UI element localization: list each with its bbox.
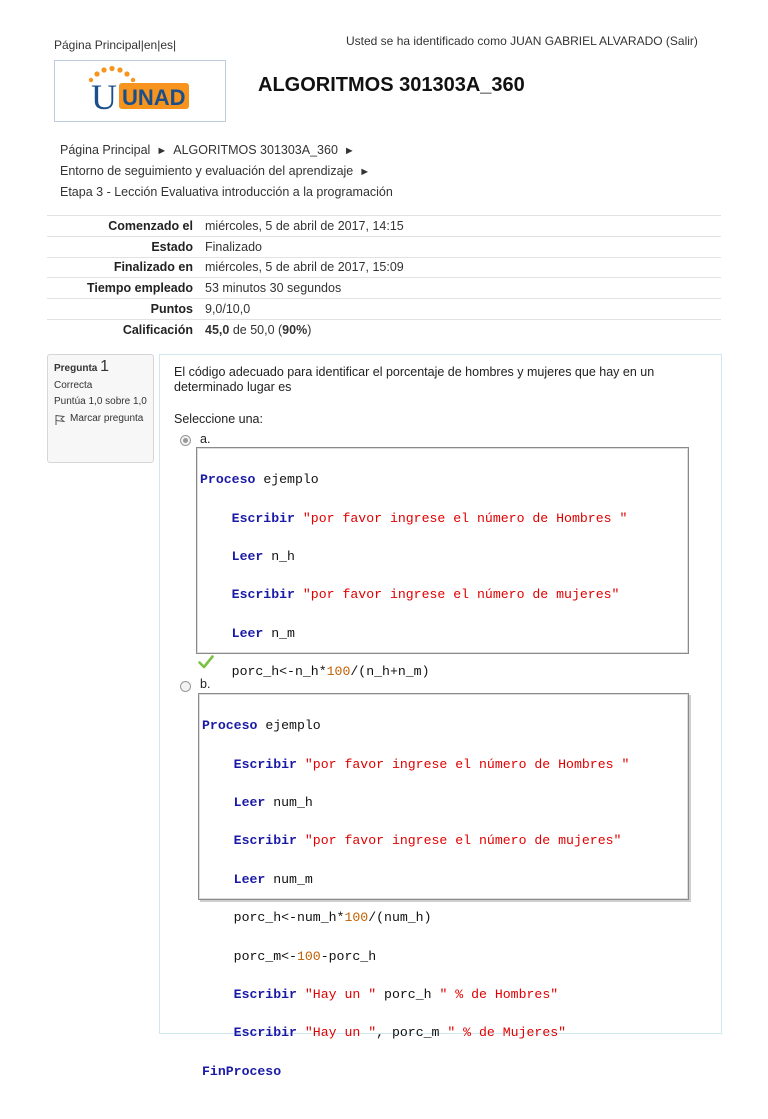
- flag-question-button[interactable]: [54, 413, 147, 426]
- summary-label: Comenzado el: [108, 218, 193, 233]
- code-line: Escribir "Hay un ", porc_m " % de Mujeres": [233, 1025, 567, 1041]
- lang-separator: |: [140, 38, 144, 52]
- code-line: Leer n_h: [231, 549, 295, 565]
- logo-letter-u: U: [91, 77, 117, 117]
- select-prompt: Seleccione una:: [174, 412, 263, 426]
- question-content: [159, 354, 722, 1079]
- summary-value: miércoles, 5 de abril de 2017, 14:15: [205, 218, 404, 233]
- summary-row: [47, 237, 721, 258]
- correct-check-icon: [198, 655, 214, 669]
- breadcrumb-item[interactable]: ALGORITMOS 301303A_360: [173, 143, 338, 157]
- summary-label: Finalizado en: [113, 260, 193, 275]
- lang-separator: |: [173, 38, 177, 52]
- home-link[interactable]: Página Principal: [54, 38, 141, 52]
- code-line: Escribir "Hay un " porc_h " % de Hombres": [233, 987, 559, 1003]
- code-line: porc_h<-num_h*100/(num_h): [233, 910, 432, 926]
- grade-score: 45,0: [205, 323, 230, 338]
- lang-en-link[interactable]: en: [143, 38, 158, 52]
- lang-separator: |: [157, 38, 161, 52]
- question-info: [47, 354, 154, 463]
- code-line: Leer num_m: [233, 871, 313, 887]
- summary-row: [47, 299, 721, 320]
- breadcrumb-separator: ►: [156, 145, 168, 157]
- breadcrumb-separator: ►: [359, 166, 371, 178]
- code-line: Escribir "por favor ingrese el número de mujeres": [233, 833, 622, 849]
- lang-es-link[interactable]: es: [160, 38, 174, 52]
- code-line: FinProceso: [202, 1063, 282, 1079]
- logo-text: UNAD: [122, 85, 186, 110]
- code-line: Proceso ejemplo: [202, 718, 321, 734]
- summary-value: miércoles, 5 de abril de 2017, 15:09: [205, 260, 404, 275]
- attempt-summary: [47, 215, 721, 341]
- summary-row-grade: [47, 320, 721, 341]
- page-title: ALGORITMOS 301303A_360: [258, 74, 525, 96]
- grade-mid: de 50,0 (: [229, 323, 283, 338]
- summary-row: [47, 216, 721, 237]
- question-grade: Puntúa 1,0 sobre 1,0: [54, 396, 147, 407]
- summary-value: Finalizado: [205, 239, 262, 254]
- flag-icon: [54, 414, 66, 426]
- code-line: Escribir "por favor ingrese el número de Hombres ": [231, 510, 628, 526]
- option-a-code[interactable]: [196, 447, 689, 680]
- summary-row: [47, 278, 721, 299]
- breadcrumb-item[interactable]: Página Principal: [60, 143, 151, 157]
- summary-row: [47, 258, 721, 279]
- code-line: Leer n_m: [231, 625, 295, 641]
- summary-label: Puntos: [150, 302, 193, 317]
- summary-value: 53 minutos 30 segundos: [205, 281, 342, 296]
- logo-graphic: [55, 61, 225, 121]
- summary-value: 9,0/10,0: [205, 302, 251, 317]
- breadcrumb-item[interactable]: Entorno de seguimiento y evaluación del aprendizaje: [60, 164, 354, 178]
- question-state: Correcta: [54, 379, 93, 391]
- summary-label: Tiempo empleado: [86, 281, 193, 296]
- login-info[interactable]: Usted se ha identificado como JUAN GABRIEL ALVARADO (Salir): [346, 34, 698, 48]
- option-a-radio[interactable]: [180, 435, 191, 446]
- code-line: Escribir "por favor ingrese el número de Hombres ": [233, 756, 630, 772]
- code-line: Proceso ejemplo: [200, 472, 319, 488]
- breadcrumb-separator: ►: [343, 145, 355, 157]
- top-nav: [54, 38, 176, 52]
- option-b-radio[interactable]: [180, 681, 191, 692]
- grade-end: ): [307, 323, 312, 338]
- code-line: porc_m<-100-porc_h: [233, 948, 377, 964]
- grade-percent: 90%: [282, 323, 308, 338]
- question-text: El código adecuado para identificar el porcentaje de hombres y mujeres que hay en un determinado lugar es: [174, 365, 655, 394]
- summary-value: [193, 323, 311, 337]
- breadcrumb: [60, 140, 393, 202]
- option-b-letter: b.: [200, 677, 211, 691]
- breadcrumb-item[interactable]: Etapa 3 - Lección Evaluativa introducción a la programación: [60, 185, 393, 199]
- option-b-code[interactable]: [198, 693, 689, 1079]
- code-line: Leer num_h: [233, 795, 313, 811]
- summary-label: Estado: [151, 239, 193, 254]
- summary-label: Calificación: [122, 323, 193, 338]
- code-line: porc_h<-n_h*100/(n_h+n_m): [231, 664, 430, 680]
- unad-logo[interactable]: [54, 60, 226, 122]
- flag-label: Marcar pregunta: [70, 412, 144, 424]
- question-number: Pregunta 1: [54, 358, 110, 375]
- option-a-letter: a.: [200, 432, 211, 446]
- code-line: Escribir "por favor ingrese el número de mujeres": [231, 587, 620, 603]
